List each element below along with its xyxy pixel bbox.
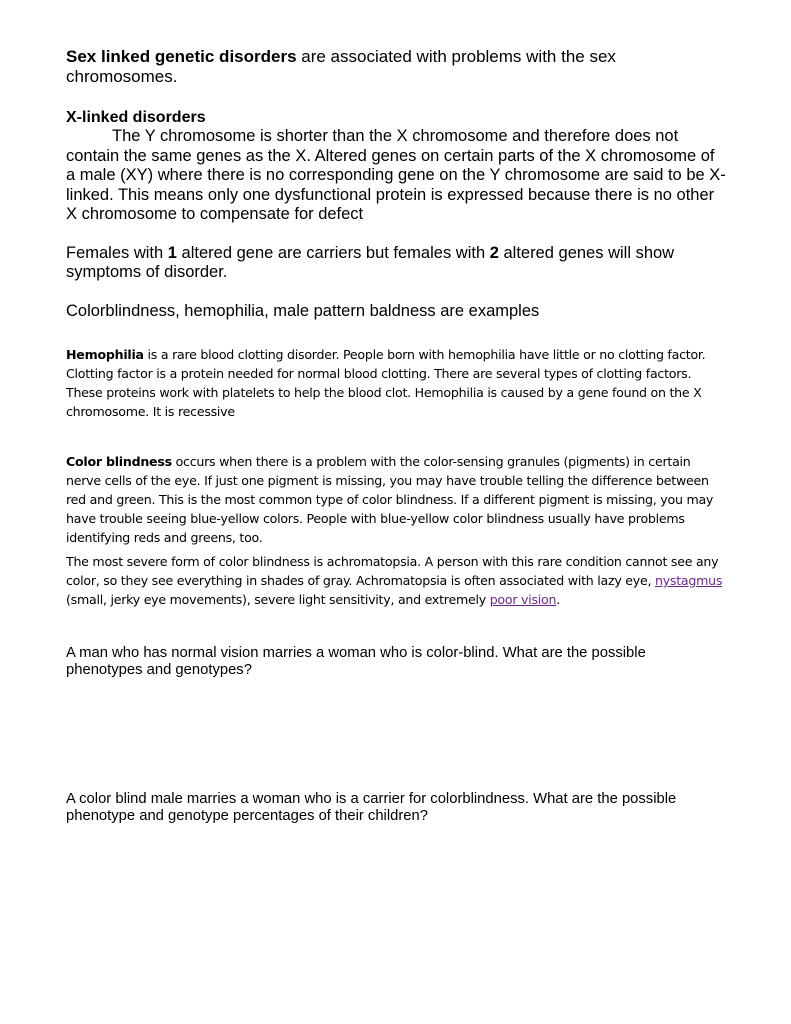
color-blindness-paragraph xyxy=(66,452,726,547)
females-part3: altered genes will show symptoms of disorder. xyxy=(66,243,675,281)
xlinked-heading: X-linked disorders xyxy=(66,109,206,126)
nystagmus-link[interactable]: nystagmus xyxy=(654,573,723,588)
color-blindness-text: occurs when there is a problem with the color-sensing granules (pigments) in certain nerve cells of the eye. If just one pigment is missing, you may have trouble telling the difference between red and green. This is the most common type of color blindness. If a different pigment is missing, you may have trouble seeing blue-yellow colors. People with blue-yellow color blindness usually have problems identifying reds and greens, too. xyxy=(66,454,714,545)
poor-vision-link[interactable]: poor vision xyxy=(489,592,557,607)
severe-text3: . xyxy=(556,592,560,607)
xlinked-body: The Y chromosome is shorter than the X chromosome and therefore does not contain the same genes as the X. Altered genes on certain parts of the X chromosome of a male (XY) where there is no corresponding gene on the Y chromosome are said to be X-linked. This means only one dysfunctional protein is expressed because there is no other X chromosome to compensate for defect xyxy=(66,127,726,223)
color-blindness-term: Color blindness xyxy=(66,454,172,469)
severe-text2: (small, jerky eye movements), severe light sensitivity, and extremely xyxy=(66,592,490,607)
intro-paragraph xyxy=(66,47,726,87)
females-paragraph xyxy=(66,244,726,283)
question-2: A color blind male marries a woman who is a carrier for colorblindness. What are the possible phenotype and genotype percentages of their children? xyxy=(66,791,677,824)
females-num2: 2 xyxy=(489,243,499,262)
question-1: A man who has normal vision marries a woman who is color-blind. What are the possible phenotypes and genotypes? xyxy=(66,645,646,678)
females-part1: Females with xyxy=(66,243,168,262)
examples-paragraph: Colorblindness, hemophilia, male pattern baldness are examples xyxy=(66,301,540,320)
females-part2: altered gene are carriers but females with xyxy=(176,243,490,262)
intro-bold-lead: Sex linked genetic disorders xyxy=(66,47,297,66)
hemophilia-paragraph xyxy=(66,345,726,421)
hemophilia-text: is a rare blood clotting disorder. People born with hemophilia have little or no clotting factor. Clotting factor is a protein needed for normal blood clotting. There are several types of clotting factors. These proteins work with platelets to help the blood clot. Hemophilia is caused by a gene found on the X chromosome. It is recessive xyxy=(66,347,706,419)
hemophilia-term: Hemophilia xyxy=(66,347,144,362)
intro-rest: are associated with problems with the sex chromosomes. xyxy=(66,47,616,86)
document-page xyxy=(66,47,726,825)
females-num1: 1 xyxy=(167,243,177,262)
severe-text1: The most severe form of color blindness is achromatopsia. A person with this rare condition cannot see any color, so they see everything in shades of gray. Achromatopsia is often associated with lazy eye, xyxy=(66,554,719,588)
achromatopsia-paragraph xyxy=(66,552,726,609)
